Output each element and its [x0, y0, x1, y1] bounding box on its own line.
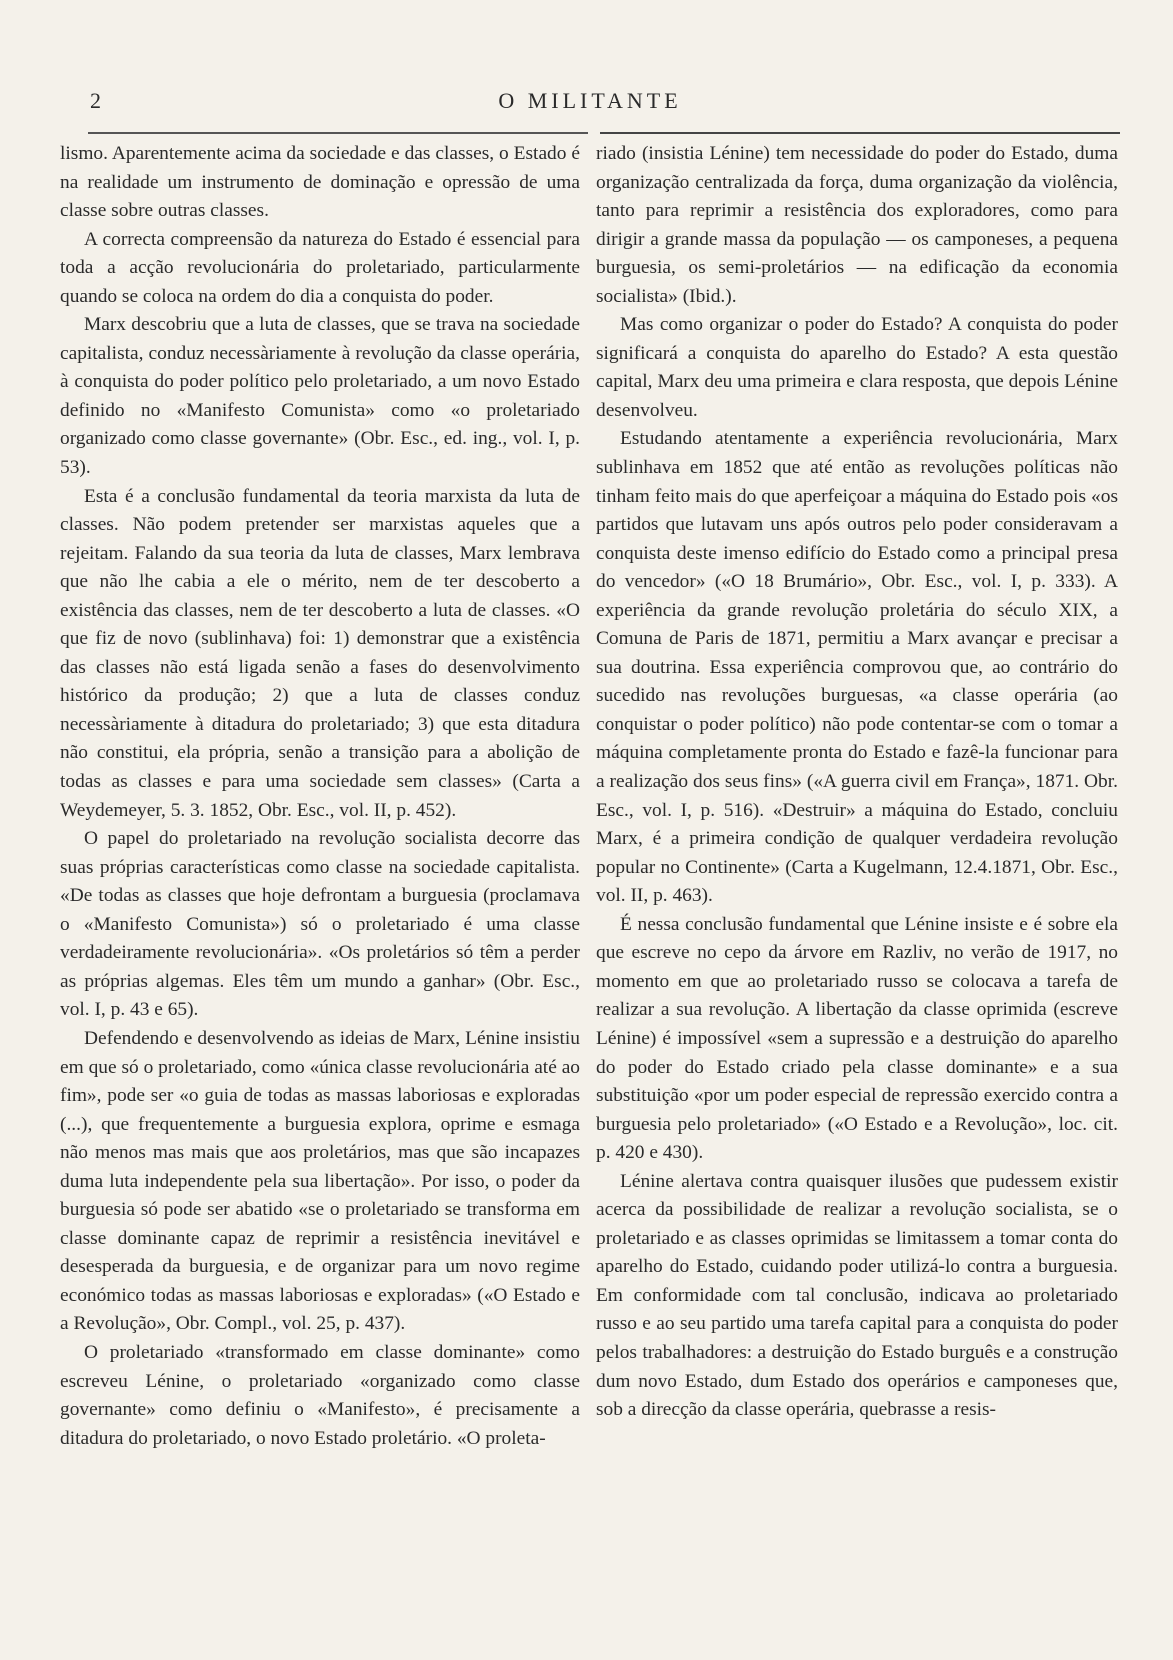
- page-header: [60, 88, 1120, 124]
- page-number: 2: [90, 88, 101, 113]
- paragraph: O papel do proletariado na revolução socialista decorre das suas próprias características como classe na sociedade capitalista. «De todas as classes que hoje defrontam a burguesia (proclamava o «Manifesto Comunista») só o proletariado é uma classe verdadeiramente revolucionária». «Os proletários só têm a perder as próprias algemas. Eles têm um mundo a ganhar» (Obr. Esc., vol. I, p. 43 e 65).: [60, 828, 580, 1021]
- paragraph: Marx descobriu que a luta de classes, que se trava na sociedade capitalista, conduz necessàriamente à revolução da classe operária, à conquista do poder político pelo proletariado, a um novo Estado definido no «Manifesto Comunista» como «o proletariado organizado como classe governante» (Obr. Esc., ed. ing., vol. I, p. 53).: [60, 314, 580, 479]
- paragraph: lismo. Aparentemente acima da sociedade e das classes, o Estado é na realidade um instrumento de dominação e opressão de uma classe sobre outras classes.: [60, 143, 580, 222]
- paragraph: Esta é a conclusão fundamental da teoria marxista da luta de classes. Não podem pretender ser marxistas aqueles que a rejeitam. Falando da sua teoria da luta de classes, Marx lembrava que não lhe cabia a ele o mérito, nem de ter descoberto a existência das classes, nem de ter descoberto a luta de classes. «O que fiz de novo (sublinhava) foi: 1) demonstrar que a existência das classes não está ligada senão a fases do desenvolvimento histórico da produção; 2) que a luta de classes conduz necessàriamente à ditadura do proletariado; 3) que esta ditadura não constitui, ela própria, senão a transição para a abolição de todas as classes e para uma sociedade sem classes» (Carta a Weydemeyer, 5. 3. 1852, Obr. Esc., vol. II, p. 452).: [60, 485, 580, 821]
- paragraph: Estudando atentamente a experiência revolucionária, Marx sublinhava em 1852 que até então as revoluções políticas não tinham feito mais do que aperfeiçoar a máquina do Estado pois «os partidos que lutavam uns após outros pelo poder consideravam a conquista deste imenso edifício do Estado como a principal presa do vencedor» («O 18 Brumário», Obr. Esc., vol. I, p. 333). A experiência da grande revolução proletária do século XIX, a Comuna de Paris de 1871, permitiu a Marx avançar e precisar a sua doutrina. Essa experiência comprovou que, ao contrário do sucedido nas revoluções burguesas, «a classe operária (ao conquistar o poder político) não pode contentar-se com o tomar a máquina completamente pronta do Estado e fazê-la funcionar para a realização dos seus fins» («A guerra civil em França», 1871. Obr. Esc., vol. I, p. 516). «Destruir» a máquina do Estado, concluiu Marx, é a primeira condição de qualquer verdadeira revolução popular no Continente» (Carta a Kugelmann, 12.4.1871, Obr. Esc., vol. II, p. 463).: [596, 428, 1118, 907]
- left-column: [60, 140, 580, 1453]
- right-column: [596, 140, 1118, 1425]
- header-rule-left: [88, 132, 588, 134]
- running-title: O MILITANTE: [498, 88, 682, 113]
- paragraph: Defendendo e desenvolvendo as ideias de Marx, Lénine insistiu em que só o proletariado, como «única classe revolucionária até ao fim», pode ser «o guia de todas as massas laboriosas e exploradas (...), que frequentemente a burguesia explora, oprime e esmaga não menos mas mais que aos proletários, mas que são incapazes duma luta independente pela sua libertação». Por isso, o poder da burguesia só pode ser abatido «se o proletariado se transforma em classe dominante capaz de reprimir a resistência inevitável e desesperada da burguesia, e de organizar para um novo regime económico todas as massas laboriosas e exploradas» («O Estado e a Revolução», Obr. Compl., vol. 25, p. 437).: [60, 1027, 580, 1335]
- paragraph: É nessa conclusão fundamental que Lénine insiste e é sobre ela que escreve no cepo da árvore em Razliv, no verão de 1917, no momento em que ao proletariado russo se colocava a tarefa de realizar a sua revolução. A libertação da classe oprimida (escreve Lénine) é impossível «sem a supressão e a destruição do aparelho do poder do Estado criado pela classe dominante» e a sua substituição «por um poder especial de repressão exercido contra a burguesia pelo proletariado» («O Estado e a Revolução», loc. cit. p. 420 e 430).: [596, 913, 1118, 1164]
- paragraph: Lénine alertava contra quaisquer ilusões que pudessem existir acerca da possibilidade de realizar a revolução socialista, se o proletariado e as classes oprimidas se limitassem a tomar conta do aparelho do Estado, cuidando poder utilizá-lo contra a burguesia. Em conformidade com tal conclusão, indicava ao proletariado russo e ao seu partido uma tarefa capital para a conquista do poder pelos trabalhadores: a destruição do Estado burguês e a construção dum novo Estado, dum Estado dos operários e camponeses que, sob a direcção da classe operária, quebrasse a resis-: [596, 1170, 1118, 1421]
- paragraph: O proletariado «transformado em classe dominante» como escreveu Lénine, o proletariado «organizado como classe governante» como definiu o «Manifesto», é precisamente a ditadura do proletariado, o novo Estado proletário. «O proleta-: [60, 1341, 580, 1449]
- paragraph: A correcta compreensão da natureza do Estado é essencial para toda a acção revolucionária do proletariado, particularmente quando se coloca na ordem do dia a conquista do poder.: [60, 228, 580, 307]
- header-rule-right: [600, 132, 1120, 134]
- paragraph: Mas como organizar o poder do Estado? A conquista do poder significará a conquista do aparelho do Estado? A esta questão capital, Marx deu uma primeira e clara resposta, que depois Lénine desenvolveu.: [596, 314, 1118, 421]
- paragraph: riado (insistia Lénine) tem necessidade do poder do Estado, duma organização centralizada da força, duma organização da violência, tanto para reprimir a resistência dos exploradores, como para dirigir a grande massa da população — os camponeses, a pequena burguesia, os semi-proletários — na edificação da economia socialista» (Ibid.).: [596, 143, 1118, 307]
